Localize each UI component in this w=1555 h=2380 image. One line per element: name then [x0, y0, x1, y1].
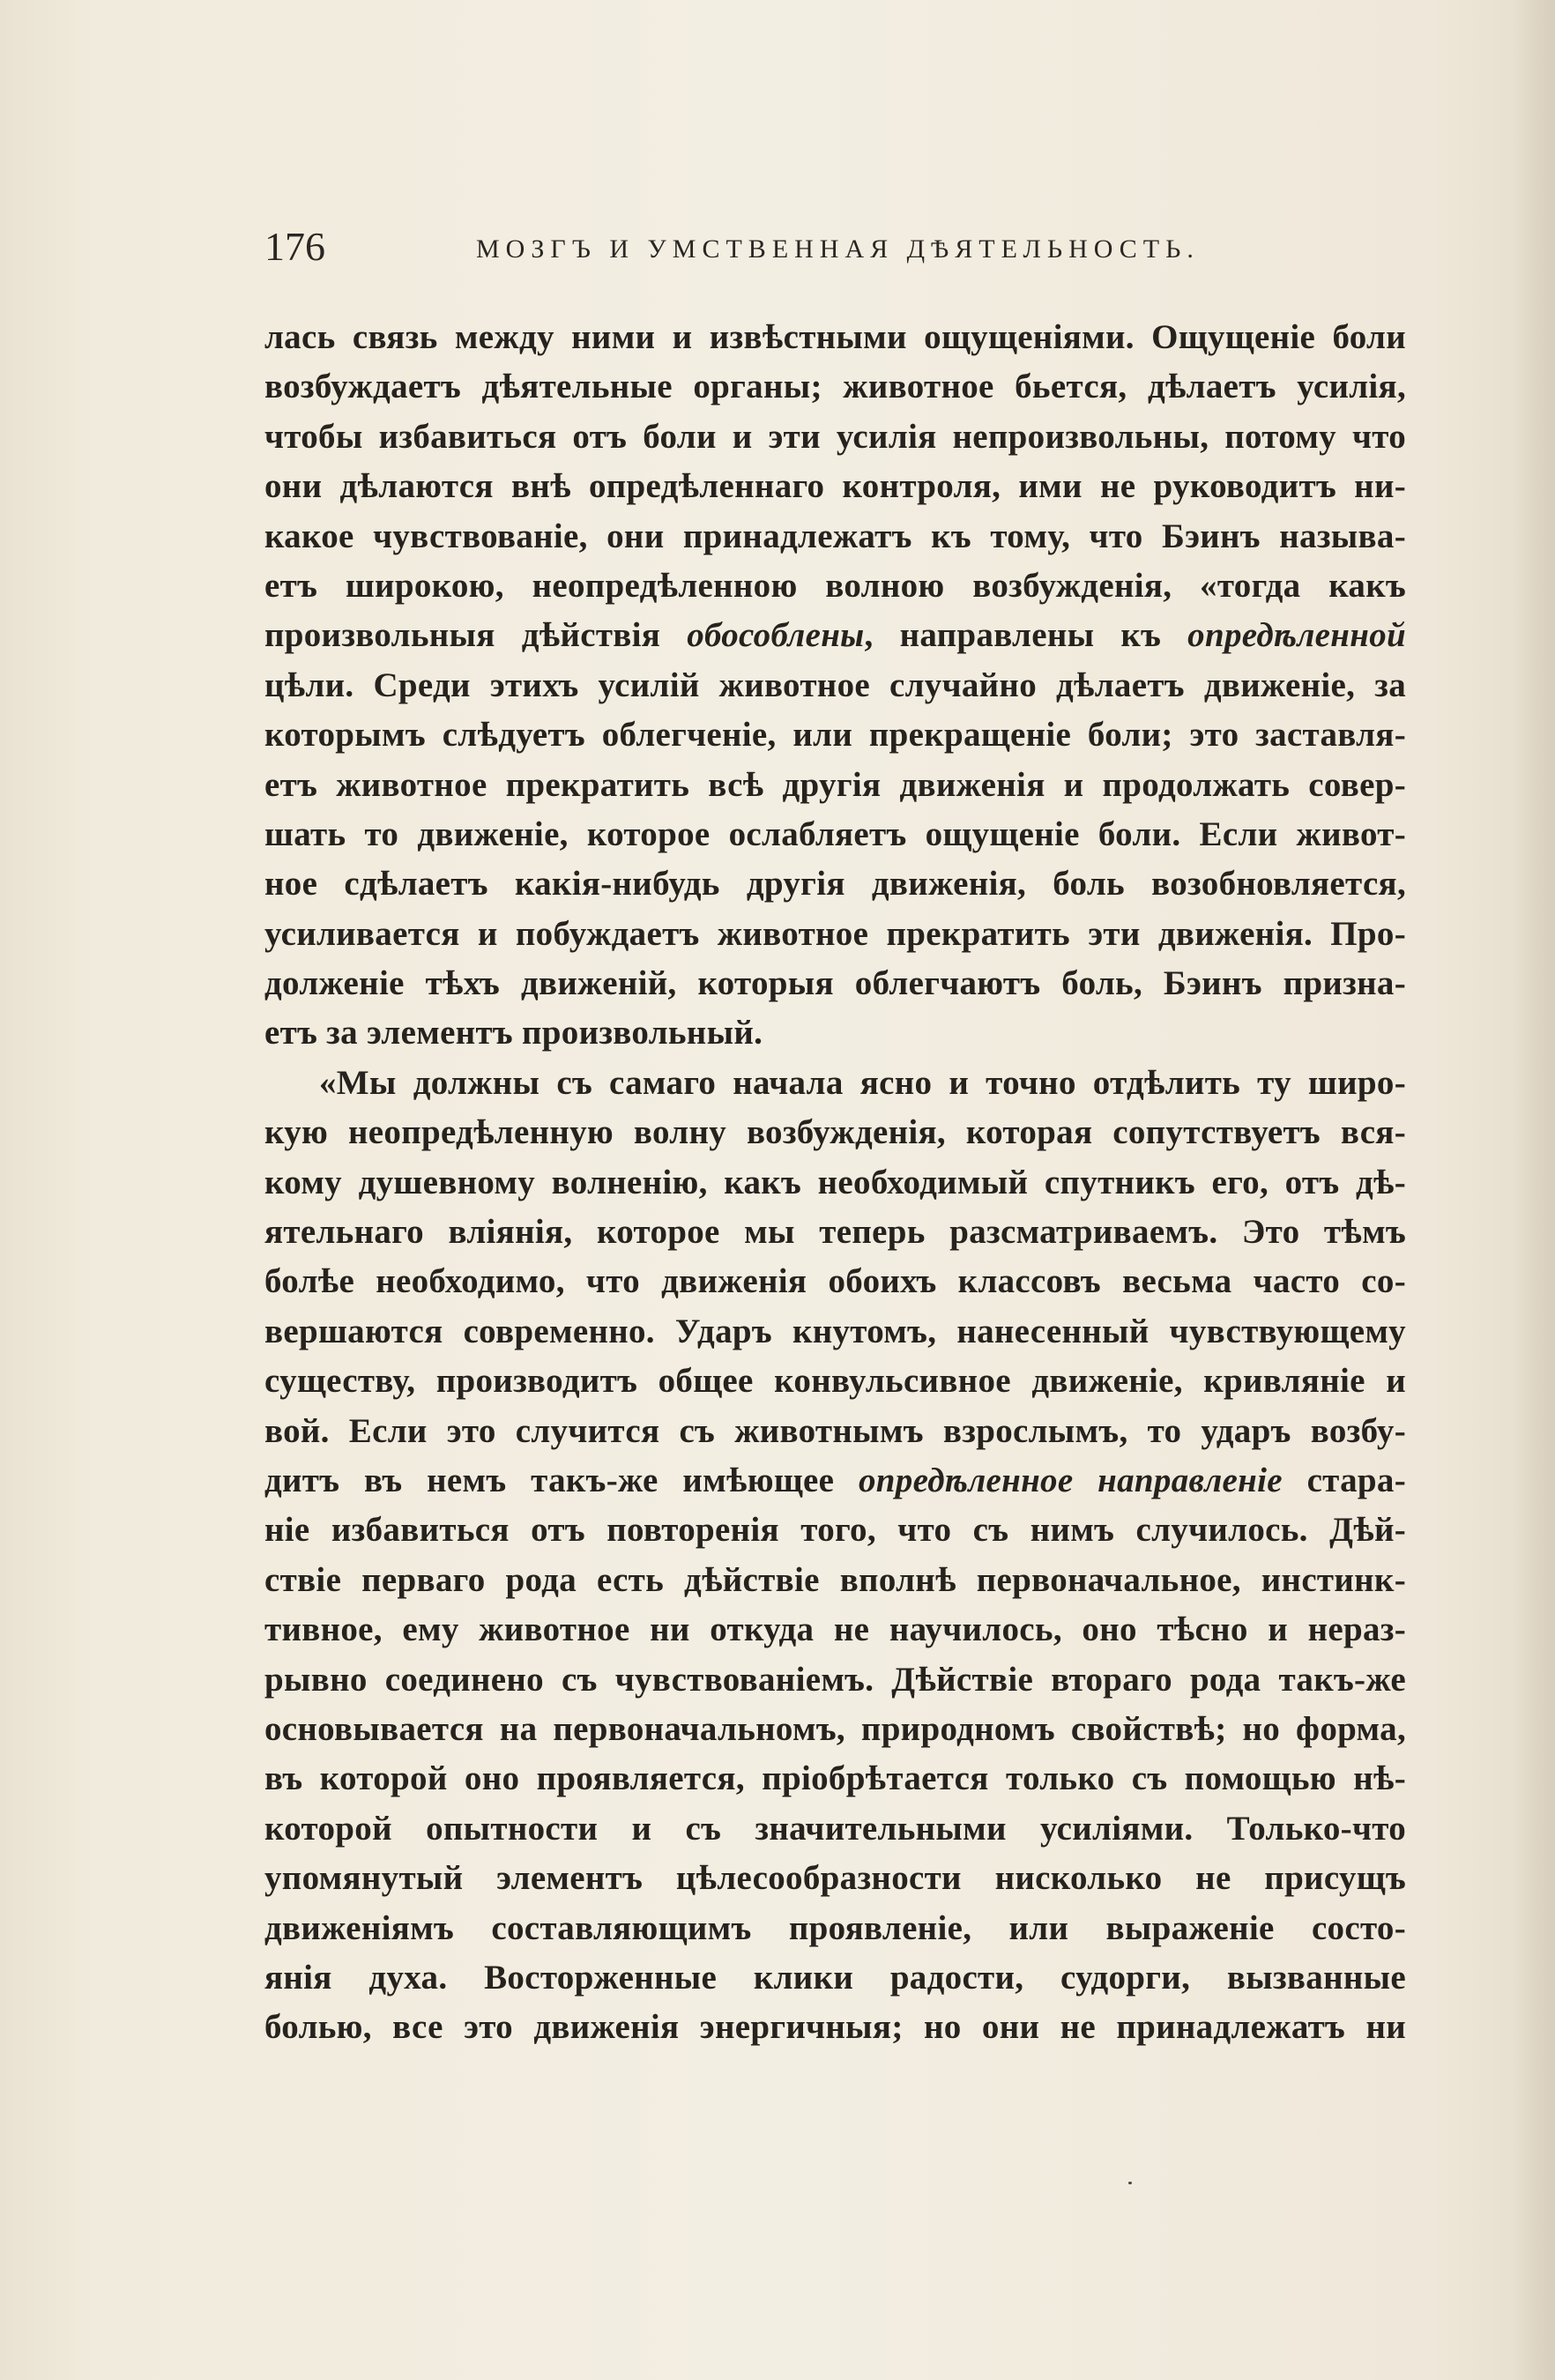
text-line: вершаются современно. Ударъ кнутомъ, нанесенный чувствующему	[264, 1312, 1406, 1350]
text-line: болью, все это движенія энергичныя; но они не принадлежатъ ни	[264, 2008, 1406, 2047]
text-line: ятельнаго вліянія, которое мы теперь разсматриваемъ. Это тѣмъ	[264, 1213, 1406, 1252]
text-line: болѣе необходимо, что движенія обоихъ классовъ весьма часто со-	[264, 1262, 1406, 1301]
text-line: основывается на первоначальномъ, природномъ свойствѣ; но форма,	[264, 1709, 1406, 1748]
text-line: чтобы избавиться отъ боли и эти усилія непроизвольны, потому что	[264, 417, 1406, 456]
text-segment: произвольныя дѣйствія	[264, 616, 688, 655]
page-edge-shadow	[1513, 0, 1555, 2380]
text-line	[264, 1456, 1406, 1506]
text-line: вой. Если это случится съ животнымъ взрослымъ, то ударъ возбу-	[264, 1411, 1406, 1450]
text-line: ное сдѣлаетъ какія-нибудь другія движенія, боль возобновляется,	[264, 865, 1406, 904]
text-line: существу, производитъ общее конвульсивное движеніе, кривляніе и	[264, 1362, 1406, 1401]
text-line: кую неопредѣленную волну возбужденія, которая сопутствуетъ вся-	[264, 1113, 1406, 1152]
text-line: етъ за элементъ произвольный.	[264, 1014, 763, 1052]
body-text	[264, 313, 1406, 2053]
text-line	[264, 611, 1406, 660]
text-segment: стара-	[1282, 1461, 1406, 1499]
page-header	[264, 220, 1406, 273]
text-line: «Мы должны съ самаго начала ясно и точно отдѣлить ту широ-	[319, 1063, 1406, 1102]
text-line: янія духа. Восторженные клики радости, судорги, вызванные	[264, 1958, 1406, 1997]
text-line: цѣли. Среди этихъ усилій животное случайно дѣлаетъ движеніе, за	[264, 666, 1406, 704]
text-line: усиливается и побуждаетъ животное прекратить эти движенія. Про-	[264, 914, 1406, 953]
text-line: ствіе перваго рода есть дѣйствіе вполнѣ первоначальное, инстинк-	[264, 1560, 1406, 1599]
text-line: ніе избавиться отъ повторенія того, что съ нимъ случилось. Дѣй-	[264, 1511, 1406, 1550]
running-title: МОЗГЪ И УМСТВЕННАЯ ДѢЯТЕЛЬНОСТЬ.	[476, 234, 1200, 264]
text-line: тивное, ему животное ни откуда не научилось, оно тѣсно и нераз-	[264, 1610, 1406, 1649]
italic-emphasis: опредѣленное направленіе	[859, 1461, 1283, 1499]
text-line: возбуждаетъ дѣятельные органы; животное бьется, дѣлаетъ усилія,	[264, 368, 1406, 406]
page-number: 176	[264, 224, 325, 269]
text-line: въ которой оно проявляется, пріобрѣтается только съ помощью нѣ-	[264, 1759, 1406, 1798]
text-segment: , направлены къ	[864, 616, 1188, 655]
text-line: долженіе тѣхъ движеній, которыя облегчаютъ боль, Бэинъ призна-	[264, 964, 1406, 1003]
text-line: етъ широкою, неопредѣленною волною возбужденія, «тогда какъ	[264, 566, 1406, 605]
text-line: рывно соединено съ чувствованіемъ. Дѣйствіе втораго рода такъ-же	[264, 1660, 1406, 1699]
text-line: движеніямъ составляющимъ проявленіе, или выраженіе состо-	[264, 1908, 1406, 1947]
text-line: они дѣлаются внѣ опредѣленнаго контроля, ими не руководитъ ни-	[264, 467, 1406, 506]
ink-speck	[1128, 2182, 1132, 2184]
italic-emphasis: обособлены	[687, 616, 865, 655]
text-line: которой опытности и съ значительными усиліями. Только-что	[264, 1809, 1406, 1848]
italic-emphasis: опредѣленной	[1187, 616, 1406, 655]
text-line: которымъ слѣдуетъ облегченіе, или прекращеніе боли; это заставля-	[264, 716, 1406, 755]
text-line: шать то движеніе, которое ослабляетъ ощущеніе боли. Если живот-	[264, 814, 1406, 853]
text-line: кому душевному волненію, какъ необходимый спутникъ его, отъ дѣ-	[264, 1163, 1406, 1201]
text-line: лась связь между ними и извѣстными ощущеніями. Ощущеніе боли	[264, 318, 1406, 356]
text-line: етъ животное прекратить всѣ другія движенія и продолжать совер-	[264, 765, 1406, 804]
text-line: какое чувствованіе, они принадлежатъ къ тому, что Бэинъ называ-	[264, 517, 1406, 555]
text-segment: дитъ въ немъ такъ-же имѣющее	[264, 1461, 859, 1499]
text-line: упомянутый элементъ цѣлесообразности нисколько не присущъ	[264, 1859, 1406, 1898]
